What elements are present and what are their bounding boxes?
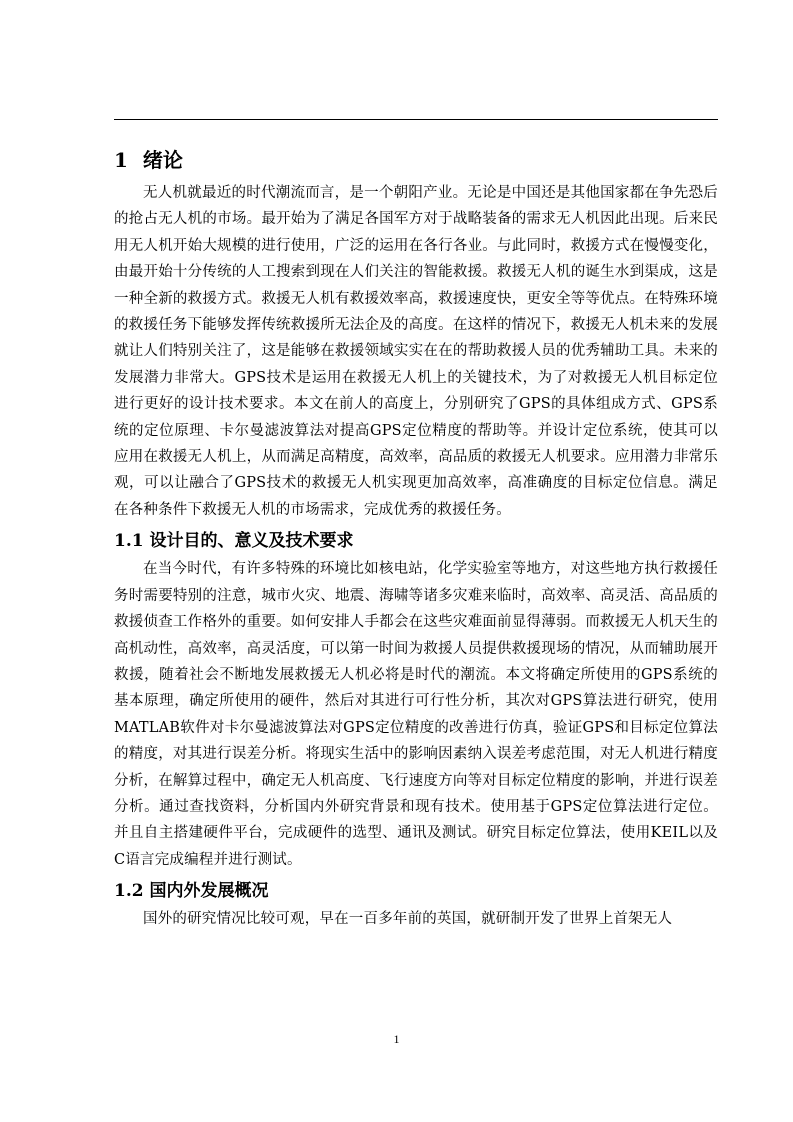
page-number: 1 (393, 1032, 400, 1046)
header-rule (114, 119, 718, 120)
section-heading-1-2 (114, 876, 718, 906)
section-number: 1.2 (114, 881, 144, 902)
section-1-1-paragraph: 在当今时代，有许多特殊的环境比如核电站，化学实验室等地方，对这些地方执行救援任务时需要特别的注意，城市火灾、地震、海啸等诸多灾难来临时，高效率、高灵活、高品质的救援侦查工作格外的重要。如何安排人手都会在这些灾难面前显得薄弱。而救援无人机天生的高机动性，高效率，高灵活度，可以第一时间为救援人员提供救援现场的情况，从而辅助展开救援，随着社会不断地发展救援无人机必将是时代的潮流。本文将确定所使用的GPS系统的基本原理，确定所使用的硬件，然后对其进行可行性分析，其次对GPS算法进行研究，使用MATLAB软件对卡尔曼滤波算法对GPS定位精度的改善进行仿真，验证GPS和目标定位算法的精度，对其进行误差分析。将现实生活中的影响因素纳入误差考虑范围，对无人机进行精度分析，在解算过程中，确定无人机高度、飞行速度方向等对目标定位精度的影响，并进行误差分析。通过查找资料，分析国内外研究背景和现有技术。使用基于GPS定位算法进行定位。并且自主搭建硬件平台，完成硬件的选型、通讯及测试。研究目标定位算法，使用KEIL以及C语言完成编程并进行测试。 (114, 561, 718, 868)
intro-paragraph: 无人机就最近的时代潮流而言，是一个朝阳产业。无论是中国还是其他国家都在争先恐后的抢占无人机的市场。最开始为了满足各国军方对于战略装备的需求无人机因此出现。后来民用无人机开始大规模的进行使用，广泛的运用在各行各业。与此同时，救援方式在慢慢变化，由最开始十分传统的人工搜索到现在人们关注的智能救援。救援无人机的诞生水到渠成，这是一种全新的救援方式。救援无人机有救援效率高，救援速度快，更安全等等优点。在特殊环境的救援任务下能够发挥传统救援所无法企及的高度。在这样的情况下，救援无人机未来的发展就让人们特别关注了，这是能够在救援领域实实在在的帮助救援人员的优秀辅助工具。未来的发展潜力非常大。GPS技术是运用在救援无人机上的关键技术，为了对救援无人机目标定位进行更好的设计技术要求。本文在前人的高度上，分别研究了GPS的具体组成方式、GPS系统的定位原理、卡尔曼滤波算法对提高GPS定位精度的帮助等。并设计定位系统，使其可以应用在救援无人机上，从而满足高精度，高效率，高品质的救援无人机要求。应用潜力非常乐观，可以让融合了GPS技术的救援无人机实现更加高效率，高准确度的目标定位信息。满足在各种条件下救援无人机的市场需求，完成优秀的救援任务。 (114, 185, 718, 518)
section-1-2-paragraph: 国外的研究情况比较可观，早在一百多年前的英国，就研制开发了世界上首架无人 (143, 911, 673, 928)
section-title: 设计目的、意义及技术要求 (149, 531, 354, 552)
section-number: 1.1 (114, 531, 144, 552)
chapter-title: 绪论 (142, 148, 183, 172)
section-heading-1-1 (114, 526, 718, 556)
chapter-heading (114, 140, 718, 180)
page-content (114, 140, 718, 933)
chapter-number: 1 (114, 148, 128, 172)
section-title: 国内外发展概况 (149, 881, 269, 902)
